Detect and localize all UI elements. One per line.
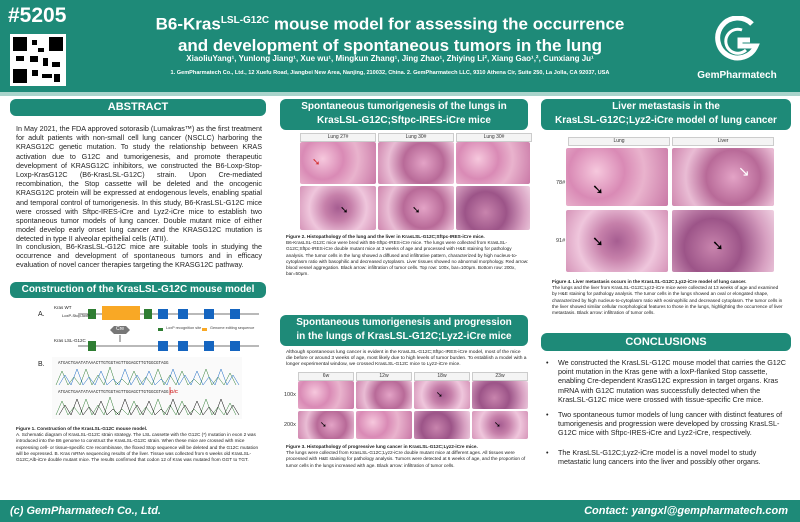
mutant-allele-label: Kras LSL-G12C	[54, 338, 86, 343]
figure4-caption: Figure 4. Liver metastasis occurs in the KrasLSL-G12C;Lyz2-iCre model of lung cancer. The lungs and the liver from KrasLSL-G12C;Lyz2-iCre mice were collected at 13 weeks of age and examined by H&E staining for pathology analysis. The tumor cells in the lungs showed an oval or elongated shape, characterized by high nucleus-to-cytoplasm ratio with eosinophilic and decreased cytoplasm. The tumor cells in the liver showed similar cellular morphological features to those in the lungs, highlighting the occurrence of liver metastasis. Black arrow: infiltration of tumor cells.	[552, 279, 783, 316]
construction-heading: Construction of the KrasLSL-G12C mouse model	[10, 282, 266, 298]
figure3-caption: Figure 3. Histopathology of progressive lung cancer in KrasLSL-G12C;Lyz2-iCre mice. The lungs were collected from KrasLSL-G12C;Lyz2-iCre double mutant mice at different ages. All tissues were processed with H&E staining for pathology analysis. Tumors were detected at 6 weeks of age, and the proportion of tumor cells in the lungs increased with age. Black arrow: infiltration of tumor cells.	[286, 444, 526, 468]
sequencing-chromatogram	[52, 357, 242, 419]
copyright-text: (c) GemPharmatech Co., Ltd.	[10, 505, 161, 517]
timepoint-label: 12w	[356, 372, 412, 381]
wt-allele-label: Kras WT	[54, 305, 72, 310]
sample-label: 78#	[556, 180, 566, 186]
histology-image	[566, 148, 668, 206]
liver-metastasis-heading: Liver metastasis in the KrasLSL-G12C;Lyz2-iCre model of lung cancer	[541, 99, 791, 130]
panel-a-label: A.	[38, 311, 45, 318]
lsl-cassette-label: LoxP-Stop-loxP	[62, 313, 90, 318]
lyz2-intro-text: Although spontaneous lung cancer is evident in the KrasLSL-G12C;Sftpc-IRES-iCre model, most of the mice die before or around 3 weeks of age, most likely due to high levels of tumor burden. To establish a model with a longer experimental window, we crossed KrasLSL-G12C mice to Lyz2-iCre mice.	[286, 350, 527, 368]
black-arrow-icon: ➘	[712, 237, 724, 253]
black-arrow-icon: ➘	[494, 420, 501, 429]
black-arrow-icon: ➘	[592, 181, 604, 197]
logo-wordmark: GemPharmatech	[697, 70, 777, 81]
histology-image	[414, 411, 470, 439]
lyz2-progression-heading: Spontaneous tumorigenesis and progression in the lungs of KrasLSL-G12C;Lyz2-iCre mice	[280, 315, 528, 346]
timepoint-label: 23w	[472, 372, 528, 381]
histology-image	[356, 411, 412, 439]
histology-image	[378, 142, 454, 184]
panel-label: Lung 30#	[378, 133, 454, 142]
histology-image	[672, 148, 774, 206]
qr-code[interactable]	[10, 34, 66, 86]
magnification-label: 100x	[284, 392, 296, 398]
histology-image	[566, 210, 668, 272]
bullet-icon: •	[546, 410, 549, 419]
panel-b-label: B.	[38, 361, 45, 368]
panel-label: Lung 27#	[300, 133, 376, 142]
mutation-tag: G/C	[170, 389, 179, 394]
abstract-heading: ABSTRACT	[10, 99, 266, 116]
sample-label: 91#	[556, 238, 566, 244]
black-arrow-icon: ➘	[412, 205, 421, 216]
affiliations: 1. GemPharmatech Co., Ltd., 12 Xuefu Road, Jiangbei New Area, Nanjing, 210032, China. 2. GemPharmatech LLC, 9310 Athena Cir, Suite 250, La Jolla, CA 92037, USA	[170, 70, 610, 76]
legend-loxp: LoxP recognition site	[166, 326, 202, 330]
header-divider	[0, 92, 800, 96]
red-arrow-icon: ➘	[312, 157, 321, 168]
histology-image	[356, 381, 412, 409]
conclusions-heading: CONCLUSIONS	[541, 333, 791, 351]
cre-label: Cre	[116, 326, 125, 332]
figure2-caption: Figure 2. Histopathology of the lung and the liver in KrasLSL-G12C;Sftpc-IRES-iCre mice. B6-KrasLSL-G12C mice were bred with B6-Sftpc-IRES-iCre mice. The lungs were collected from KrasLSL-G12C;Sftpc-IRES-iCre double mutant mice at 3 weeks of age and processed with H&E staining for pathology analysis. The tumor cells in the lung showed a diffused and infiltrative pattern, characterized by high nucleus-to-cytoplasm ratio with basophilic and decreased cytoplasm. Liver tissues showed no abnormal morphology. Red arrow: blood vessel aggregation. Black arrow: infiltration of tumor cells. Top row: 100x, bar=100μm. Bottom row: 200x, bar=50μm.	[286, 234, 529, 277]
poster-id: #5205	[8, 4, 67, 27]
magnification-label: 200x	[284, 422, 296, 428]
organ-label: Lung	[568, 137, 670, 146]
histology-image	[300, 186, 376, 230]
histology-image	[456, 186, 530, 230]
poster-title: B6-Kras$^{LSL-G12C}$ mouse model for assessing the occurrence and development of spontaneous tumors in the lung	[155, 14, 625, 55]
histology-image	[456, 142, 530, 184]
bullet-icon: •	[546, 358, 549, 367]
black-arrow-icon: ➘	[320, 420, 327, 429]
legend-editing: Genome editing sequence	[210, 326, 255, 330]
histology-image	[298, 381, 354, 409]
black-arrow-icon: ➘	[592, 233, 604, 249]
author-list: XiaoliuYang¹, Yunlong Jiang¹, Xue wu¹, Mingkun Zhang¹, Jing Zhao¹, Zhiying Li², Xiang Gao¹,², Cunxiang Ju¹	[186, 54, 594, 63]
svg-text:ATGACTGAATATAAACTTGTGGTAGTTGGA: ATGACTGAATATAAACTTGTGGTAGTTGGAGCTTGTGGCGTAGG	[58, 362, 169, 366]
strategy-diagram	[54, 304, 264, 356]
organ-label: Liver	[672, 137, 774, 146]
black-arrow-icon: ➘	[436, 390, 443, 399]
sftpc-heading: Spontaneous tumorigenesis of the lungs in KrasLSL-G12C;Sftpc-IRES-iCre mice	[280, 99, 528, 130]
abstract-paragraph-1: In May 2021, the FDA approved sotorasib (Lumakras™) as the first treatment for adult patients with non-small cell lung cancer (NSCLC) harboring the KRASG12C genetic mutation. To study the relationship between KRAS activation due to G12C and tumorigenesis, and promote therapeutic development of KRASG12C inhibitors, we constructed the B6-Loxp-Stop-Loxp-KrasG12C (B6-KrasLSL-G12C) strain. Upon Cre-mediated recombination, the Stop cassette will be deleted and the oncogenic KRASG12C protein will be expressed at endogenous levels, enabling spatial and temporal control of tumorigenesis. In this study, B6-KrasLSL-G12C mice were crossed with Sftpc-IRES-iCre and Lyz2-iCre mice to establish two spontaneous tumor models of lung cancer. Double mutant mice of either model develop early onset lung cancer and the KRASG12C mutation is detected in type II alveolar epithelial cells (ATII).	[16, 124, 262, 244]
black-arrow-icon: ➘	[340, 205, 349, 216]
svg-text:ATGACTGAATATAAACTTGTGGTAGTTGGA: ATGACTGAATATAAACTTGTGGTAGTTGGAGCTTGTGGCGTAGG	[58, 391, 169, 395]
histology-image	[472, 381, 528, 409]
abstract-paragraph-2: In conclusion, B6-KrasLSL-G12C mice are suitable tools in studying the occurrence and development of spontaneous tumors and in efficacy evaluation of novel cancer therapies targeting the KRASG12C pathway.	[16, 242, 262, 270]
bullet-icon: •	[546, 448, 549, 457]
gempharmatech-logo-icon	[712, 16, 760, 64]
contact-email-link[interactable]: Contact: yangxl@gempharmatech.com	[584, 505, 788, 517]
figure1-caption: Figure 1. Construction of the KrasLSL-G12C mouse model. A. Schematic diagram of KrasLSL-G12C strain strategy. The LSL cassette with the G12C (*) mutation in exon 2 was introduced into the B6 genome to construct the KrasLSL-G12C strain. When these mice are crossed with mice expressing cell- or tissue-specific Cre recombinase, the floxed Stop sequence will be deleted and the G12C mutation will be expressed. B. Kras mRNA sequencing results of the liver. Tissue was collected from 6 weeks old KrasLSL-G12C;Alb-iCre double mutant mice. The results confirmed that codon 12 of Kras was mutated from GGT to TGT.	[16, 426, 259, 463]
panel-label: Lung 30#	[456, 133, 532, 142]
timepoint-label: 6w	[298, 372, 354, 381]
timepoint-label: 18w	[414, 372, 470, 381]
white-arrow-icon: ↘	[738, 163, 750, 179]
